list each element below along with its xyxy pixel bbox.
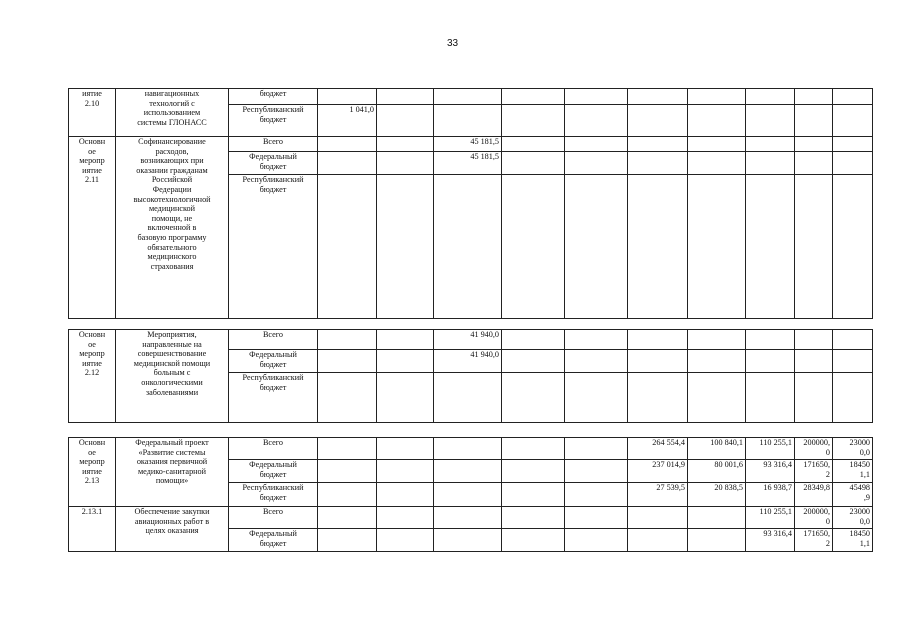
- value-cell: 28349,8: [795, 483, 833, 507]
- value-cell: [565, 438, 628, 460]
- value-cell: [746, 105, 795, 137]
- source-label: Всего: [229, 438, 318, 460]
- value-cell: [688, 373, 746, 423]
- value-cell: [318, 137, 377, 152]
- value-cell: [502, 137, 565, 152]
- value-cell: [434, 507, 502, 529]
- value-cell: [746, 373, 795, 423]
- value-cell: 110 255,1: [746, 507, 795, 529]
- value-cell: [628, 89, 688, 105]
- measure-code: иятие 2.10: [69, 89, 116, 137]
- value-cell: 41 940,0: [434, 350, 502, 373]
- value-cell: [434, 483, 502, 507]
- value-cell: [833, 105, 873, 137]
- value-cell: [377, 529, 434, 552]
- source-label: Федеральный бюджет: [229, 350, 318, 373]
- value-cell: [377, 483, 434, 507]
- value-cell: [434, 175, 502, 319]
- value-cell: [565, 350, 628, 373]
- value-cell: [502, 152, 565, 175]
- value-cell: [565, 105, 628, 137]
- value-cell: [565, 175, 628, 319]
- value-cell: [628, 507, 688, 529]
- value-cell: 171650, 2: [795, 460, 833, 483]
- value-cell: [746, 330, 795, 350]
- budget-table: [68, 88, 873, 552]
- value-cell: [318, 350, 377, 373]
- value-cell: [318, 507, 377, 529]
- source-label: Республиканский бюджет: [229, 105, 318, 137]
- value-cell: [795, 175, 833, 319]
- value-cell: [565, 137, 628, 152]
- value-cell: [377, 350, 434, 373]
- value-cell: [434, 89, 502, 105]
- value-cell: 237 014,9: [628, 460, 688, 483]
- value-cell: [833, 350, 873, 373]
- value-cell: 171650, 2: [795, 529, 833, 552]
- value-cell: [746, 175, 795, 319]
- value-cell: [833, 152, 873, 175]
- value-cell: [502, 105, 565, 137]
- value-cell: [795, 350, 833, 373]
- table-row: [69, 330, 873, 350]
- value-cell: [377, 137, 434, 152]
- value-cell: 45 181,5: [434, 152, 502, 175]
- value-cell: [628, 105, 688, 137]
- value-cell: [628, 175, 688, 319]
- value-cell: 93 316,4: [746, 529, 795, 552]
- measure-code: 2.13.1: [69, 507, 116, 552]
- value-cell: [833, 330, 873, 350]
- value-cell: [795, 105, 833, 137]
- value-cell: 200000, 0: [795, 438, 833, 460]
- value-cell: [502, 373, 565, 423]
- value-cell: [434, 460, 502, 483]
- value-cell: [628, 152, 688, 175]
- value-cell: [377, 460, 434, 483]
- value-cell: [688, 152, 746, 175]
- table-row: [69, 438, 873, 460]
- value-cell: [565, 330, 628, 350]
- table-row: [69, 137, 873, 152]
- value-cell: [318, 175, 377, 319]
- value-cell: [795, 373, 833, 423]
- value-cell: [628, 330, 688, 350]
- value-cell: [318, 89, 377, 105]
- value-cell: [833, 89, 873, 105]
- measure-name: Федеральный проект «Развитие системы оказания первичной медико-санитарной помощи»: [116, 438, 229, 507]
- source-label: Федеральный бюджет: [229, 460, 318, 483]
- value-cell: [502, 529, 565, 552]
- value-cell: [746, 137, 795, 152]
- value-cell: [795, 330, 833, 350]
- value-cell: [833, 373, 873, 423]
- source-label: Федеральный бюджет: [229, 152, 318, 175]
- value-cell: 41 940,0: [434, 330, 502, 350]
- value-cell: [318, 460, 377, 483]
- value-cell: [502, 483, 565, 507]
- value-cell: 45 181,5: [434, 137, 502, 152]
- measure-code: Основн ое меропр иятие 2.13: [69, 438, 116, 507]
- value-cell: 110 255,1: [746, 438, 795, 460]
- value-cell: 80 001,6: [688, 460, 746, 483]
- value-cell: [377, 152, 434, 175]
- value-cell: 93 316,4: [746, 460, 795, 483]
- value-cell: [502, 330, 565, 350]
- value-cell: [688, 350, 746, 373]
- value-cell: [746, 89, 795, 105]
- measure-name: Софинансирование расходов, возникающих при оказании гражданам Российской Федерации высокотехнологичной медицинской помощи, не включенной в базовую программу обязательного медицинского страхования: [116, 137, 229, 319]
- value-cell: [377, 330, 434, 350]
- value-cell: 264 554,4: [628, 438, 688, 460]
- source-label: бюджет: [229, 89, 318, 105]
- value-cell: 100 840,1: [688, 438, 746, 460]
- value-cell: 23000 0,0: [833, 507, 873, 529]
- value-cell: [318, 529, 377, 552]
- page-number: 33: [446, 38, 459, 49]
- value-cell: [688, 105, 746, 137]
- value-cell: [502, 350, 565, 373]
- value-cell: [434, 373, 502, 423]
- value-cell: [565, 483, 628, 507]
- value-cell: [434, 105, 502, 137]
- value-cell: 18450 1,1: [833, 529, 873, 552]
- value-cell: [318, 483, 377, 507]
- value-cell: [688, 89, 746, 105]
- value-cell: [377, 438, 434, 460]
- value-cell: [502, 438, 565, 460]
- measure-code: Основн ое меропр иятие 2.12: [69, 330, 116, 423]
- value-cell: [746, 152, 795, 175]
- measure-name: Обеспечение закупки авиационных работ в целях оказания: [116, 507, 229, 552]
- value-cell: [318, 330, 377, 350]
- source-label: Федеральный бюджет: [229, 529, 318, 552]
- value-cell: [795, 152, 833, 175]
- value-cell: [565, 373, 628, 423]
- value-cell: [628, 350, 688, 373]
- measure-name: Мероприятия, направленные на совершенствование медицинской помощи больным с онкологическими заболеваниями: [116, 330, 229, 423]
- value-cell: 20 838,5: [688, 483, 746, 507]
- value-cell: [502, 89, 565, 105]
- value-cell: [565, 460, 628, 483]
- table-row: [69, 507, 873, 529]
- value-cell: [318, 373, 377, 423]
- value-cell: [434, 438, 502, 460]
- value-cell: [628, 137, 688, 152]
- value-cell: [746, 350, 795, 373]
- value-cell: [377, 507, 434, 529]
- value-cell: [434, 529, 502, 552]
- source-label: Всего: [229, 137, 318, 152]
- value-cell: [377, 105, 434, 137]
- table-row: [69, 89, 873, 105]
- value-cell: [377, 373, 434, 423]
- source-label: Всего: [229, 330, 318, 350]
- source-label: Республиканский бюджет: [229, 175, 318, 319]
- value-cell: [565, 89, 628, 105]
- value-cell: 23000 0,0: [833, 438, 873, 460]
- value-cell: [565, 507, 628, 529]
- value-cell: [628, 529, 688, 552]
- value-cell: [502, 507, 565, 529]
- measure-name: навигационных технологий с использованием системы ГЛОНАСС: [116, 89, 229, 137]
- value-cell: 16 938,7: [746, 483, 795, 507]
- value-cell: [795, 89, 833, 105]
- value-cell: 200000, 0: [795, 507, 833, 529]
- value-cell: [565, 152, 628, 175]
- source-label: Всего: [229, 507, 318, 529]
- value-cell: [833, 175, 873, 319]
- value-cell: 1 041,0: [318, 105, 377, 137]
- source-label: Республиканский бюджет: [229, 483, 318, 507]
- value-cell: [688, 175, 746, 319]
- value-cell: [628, 373, 688, 423]
- value-cell: [377, 175, 434, 319]
- measure-code: Основн ое меропр иятие 2.11: [69, 137, 116, 319]
- value-cell: [377, 89, 434, 105]
- value-cell: 27 539,5: [628, 483, 688, 507]
- value-cell: [833, 137, 873, 152]
- value-cell: [318, 152, 377, 175]
- source-label: Республиканский бюджет: [229, 373, 318, 423]
- value-cell: 45498 ,9: [833, 483, 873, 507]
- value-cell: [688, 529, 746, 552]
- value-cell: [688, 330, 746, 350]
- value-cell: [688, 137, 746, 152]
- value-cell: [688, 507, 746, 529]
- value-cell: 18450 1,1: [833, 460, 873, 483]
- value-cell: [795, 137, 833, 152]
- value-cell: [502, 460, 565, 483]
- value-cell: [318, 438, 377, 460]
- value-cell: [502, 175, 565, 319]
- value-cell: [565, 529, 628, 552]
